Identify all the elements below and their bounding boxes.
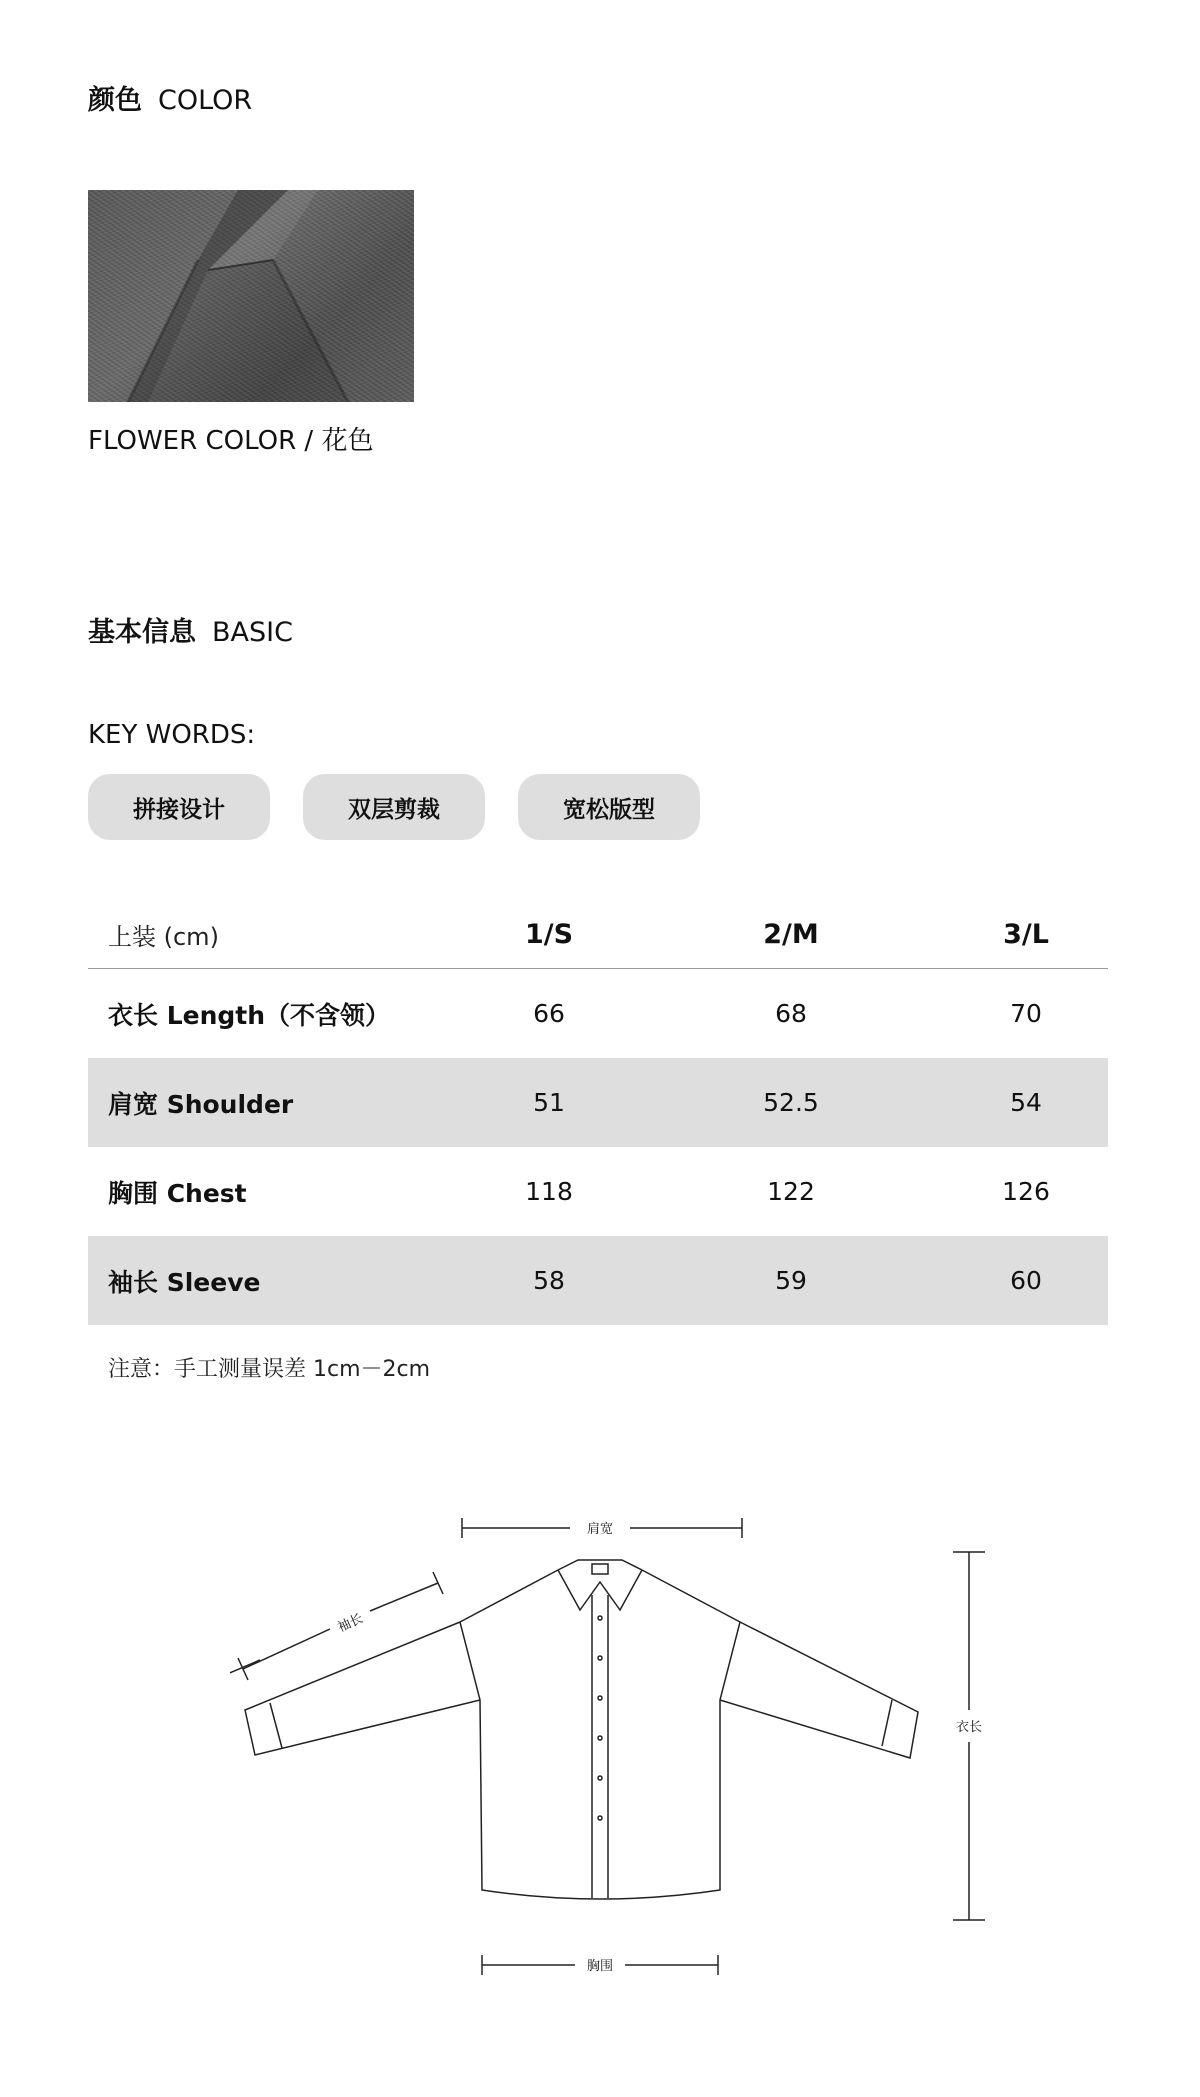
table-cell: 58 <box>533 1266 565 1295</box>
shirt-outline <box>245 1560 918 1899</box>
shoulder-label: 肩宽 <box>586 1522 614 1537</box>
size-column-header: 1/S <box>524 918 574 950</box>
table-row <box>88 1236 1108 1325</box>
chest-label: 胸围 <box>586 1959 614 1974</box>
table-row <box>88 1147 1108 1236</box>
color-title-en: COLOR <box>158 85 253 116</box>
table-cell: 126 <box>1002 1177 1050 1206</box>
swatch-label: FLOWER COLOR / 花色 <box>88 426 374 456</box>
table-cell: 70 <box>1010 999 1042 1028</box>
table-cell: 66 <box>533 999 565 1028</box>
basic-title-en: BASIC <box>212 617 293 648</box>
color-title-cn: 颜色 <box>88 85 142 116</box>
size-column-header: 2/M <box>763 918 819 950</box>
table-cell: 59 <box>775 1266 807 1295</box>
table-cell: 54 <box>1010 1088 1042 1117</box>
row-label: 肩宽 Shoulder <box>108 1089 294 1119</box>
size-table <box>88 900 1108 1325</box>
keyword-tag[interactable]: 双层剪裁 <box>303 774 485 840</box>
table-row <box>88 1058 1108 1147</box>
length-measure-line <box>953 1552 985 1920</box>
basic-section-title <box>88 610 293 649</box>
table-cell: 122 <box>767 1177 815 1206</box>
table-row <box>88 969 1108 1058</box>
size-table-header <box>88 900 1108 969</box>
table-header-label: 上装 (cm) <box>108 922 219 951</box>
color-section-title <box>88 78 252 117</box>
basic-title-cn: 基本信息 <box>88 617 196 648</box>
size-column-header: 3/L <box>1003 918 1049 950</box>
row-label: 袖长 Sleeve <box>108 1267 261 1297</box>
sleeve-label: 袖长 <box>335 1611 366 1636</box>
row-label: 衣长 Length（不含领） <box>108 1000 391 1030</box>
keyword-tag[interactable]: 拼接设计 <box>88 774 270 840</box>
table-cell: 118 <box>525 1177 573 1206</box>
keywords-label: KEY WORDS: <box>88 720 256 750</box>
table-cell: 52.5 <box>763 1088 819 1117</box>
row-label: 胸围 Chest <box>108 1178 247 1208</box>
shirt-measurement-diagram <box>230 1490 1010 1994</box>
table-cell: 60 <box>1010 1266 1042 1295</box>
keyword-tag[interactable]: 宽松版型 <box>518 774 700 840</box>
fabric-swatch-image[interactable] <box>88 190 414 402</box>
length-label: 衣长 <box>955 1720 983 1735</box>
table-cell: 68 <box>775 999 807 1028</box>
table-cell: 51 <box>533 1088 565 1117</box>
measurement-note: 注意：手工测量误差 1cm－2cm <box>108 1357 431 1382</box>
